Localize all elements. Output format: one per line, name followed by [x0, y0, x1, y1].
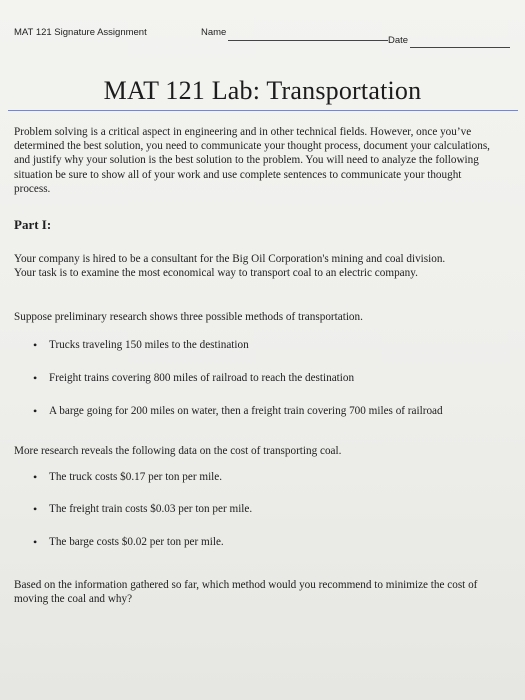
question-line: Based on the information gathered so far, which method would you recommend to minimize the cost of — [14, 579, 478, 591]
intro-line: situation be sure to show all of your work and use complete sentences to communicate your thought — [14, 168, 462, 181]
bullet-icon: • — [33, 338, 38, 352]
title-divider — [8, 110, 518, 111]
course-label: MAT 121 Signature Assignment — [14, 27, 147, 38]
date-blank-line — [410, 47, 510, 48]
part-one-heading: Part I: — [14, 217, 52, 232]
date-label: Date — [388, 35, 409, 46]
name-label: Name — [201, 27, 227, 38]
intro-line: determined the best solution, you need to communicate your thought process, document your calculations, — [14, 140, 490, 153]
name-blank-line — [228, 40, 388, 41]
intro-line: and justify why your solution is the best solution to the problem. You will need to analyze the following — [14, 154, 479, 167]
bullet-icon: • — [33, 371, 38, 385]
context-line: Your task is to examine the most economical way to transport coal to an electric company. — [14, 267, 418, 280]
bullet-icon: • — [33, 470, 38, 484]
worksheet-page: MAT 121 Signature Assignment Name Date MAT 121 Lab: Transportation Problem solving is a critical aspect in engineering and in other technical fields. However, once you’ve determined the best solution, you need to communicate your thought process, document your calculations, and justify why your solution is the best solution to the problem. You will need to analyze the following situation be sure to show all of your work and use complete sentences to communicate your thought process. Part I: Your company is hired to be a consultant for the Big Oil Corporation's mining and coal division. Your task is to examine the most economical way to transport coal to an electric company. Suppose preliminary research shows three possible methods of transportation. • Trucks traveling 150 miles to the destination • Freight trains covering 800 miles of railroad to reach the destination • A barge going for 200 miles on water, then a freight train covering 700 miles of railroad More research reveals the following data on the cost of transporting coal. • The truck costs $0.17 per ton per mile. • The freight train costs $0.03 per ton per mile. • The barge costs $0.02 per ton per mile. Based on the information gathered so far, which method would you recommend to minimize the cost of moving the coal and why? — [0, 0, 525, 700]
context-paragraph — [14, 252, 514, 280]
intro-paragraph — [14, 125, 514, 196]
context-line: Your company is hired to be a consultant for the Big Oil Corporation's mining and coal division. — [14, 253, 446, 265]
bullet-icon: • — [33, 502, 38, 516]
bullet-icon: • — [33, 535, 38, 549]
bullet-icon: • — [33, 404, 38, 418]
question-line: moving the coal and why? — [14, 593, 133, 606]
intro-line: process. — [14, 182, 51, 195]
question-paragraph — [14, 578, 514, 606]
methods-intro: Suppose preliminary research shows three possible methods of transportation. — [14, 311, 363, 323]
intro-line: Problem solving is a critical aspect in engineering and in other technical fields. However, once you’ve — [14, 126, 472, 138]
page-title: MAT 121 Lab: Transportation — [103, 76, 422, 105]
costs-intro: More research reveals the following data on the cost of transporting coal. — [14, 445, 342, 457]
